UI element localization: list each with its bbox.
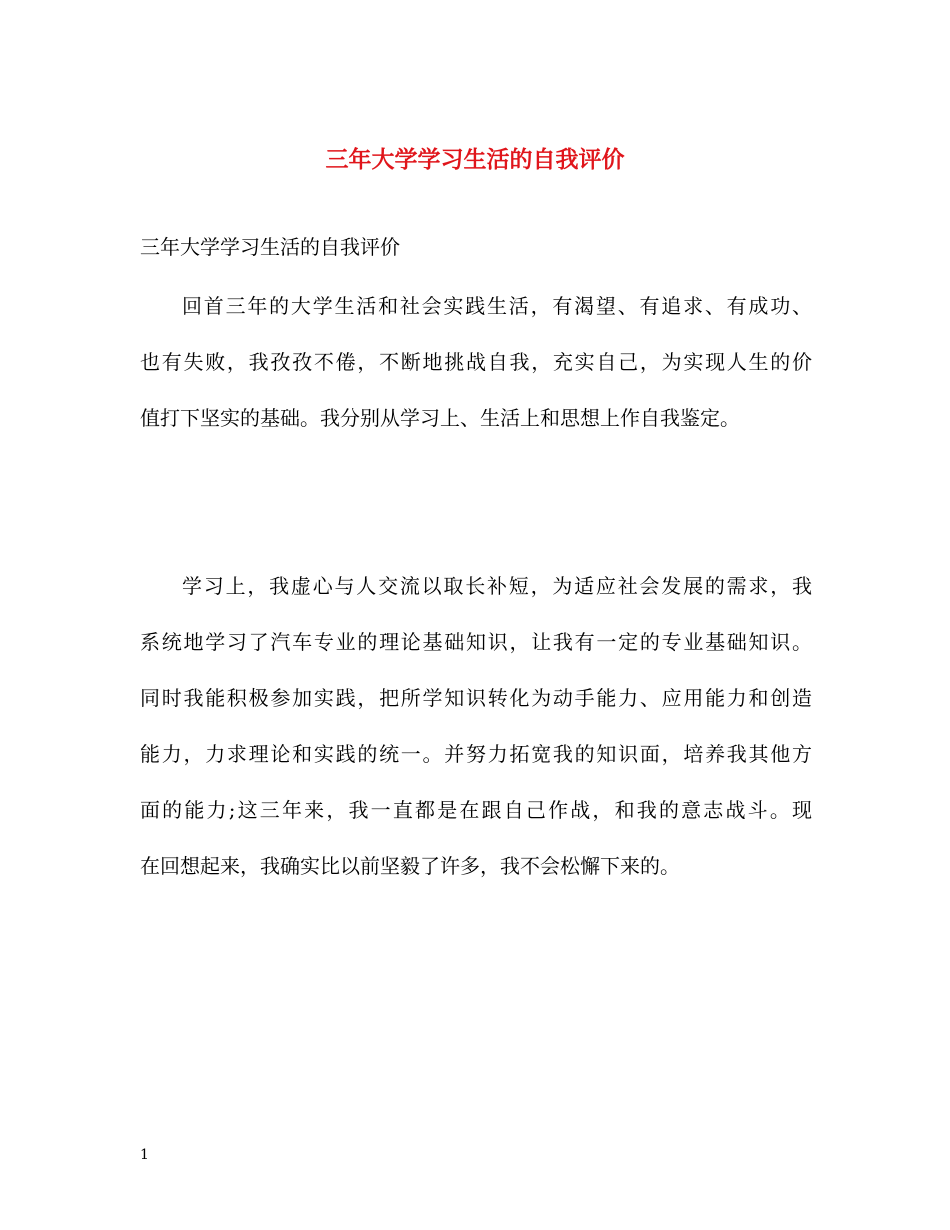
document-subtitle: 三年大学学习生活的自我评价 xyxy=(140,235,400,259)
paragraph-line: 同时我能积极参加实践，把所学知识转化为动手能力、应用能力和创造 xyxy=(140,686,812,710)
paragraph-intro xyxy=(140,278,812,446)
paragraph-study xyxy=(140,558,812,894)
paragraph-line: 值打下坚实的基础。我分别从学习上、生活上和思想上作自我鉴定。 xyxy=(140,406,740,430)
document-title: 三年大学学习生活的自我评价 xyxy=(325,146,625,173)
paragraph-line: 学习上，我虚心与人交流以取长补短，为适应社会发展的需求，我 xyxy=(182,574,812,598)
paragraph-line: 面的能力;这三年来，我一直都是在跟自己作战，和我的意志战斗。现 xyxy=(140,798,812,822)
paragraph-line: 能力，力求理论和实践的统一。并努力拓宽我的知识面，培养我其他方 xyxy=(140,742,812,766)
paragraph-line: 在回想起来，我确实比以前坚毅了许多，我不会松懈下来的。 xyxy=(140,854,680,878)
paragraph-line: 系统地学习了汽车专业的理论基础知识，让我有一定的专业基础知识。 xyxy=(140,630,812,654)
paragraph-line: 回首三年的大学生活和社会实践生活，有渴望、有追求、有成功、 xyxy=(182,294,812,318)
paragraph-line: 也有失败，我孜孜不倦，不断地挑战自我，充实自己，为实现人生的价 xyxy=(140,350,812,374)
page-number: 1 xyxy=(140,1147,149,1163)
